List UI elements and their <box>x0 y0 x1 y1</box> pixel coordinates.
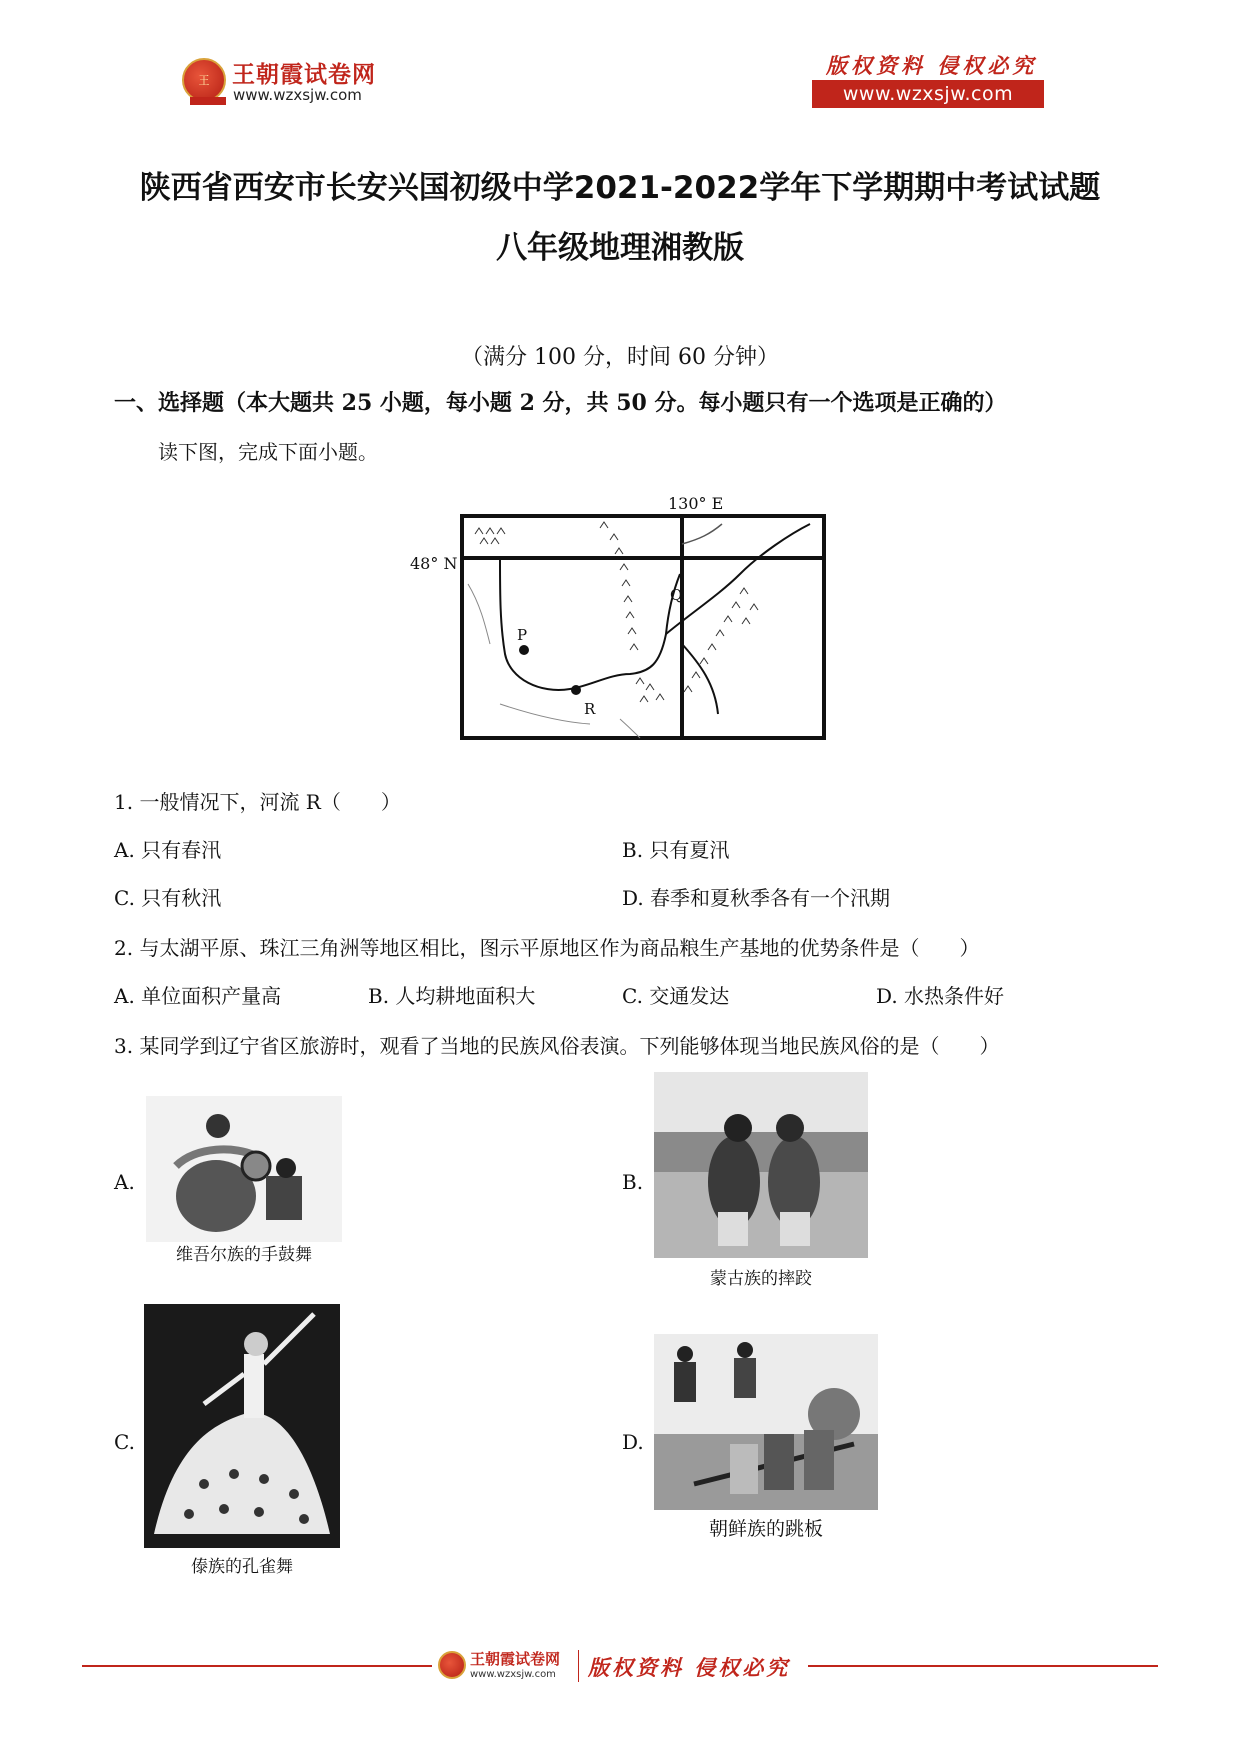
site-logo-icon: 王 <box>182 58 226 102</box>
exam-info: （满分 100 分，时间 60 分钟） <box>461 345 779 370</box>
uyghur-drum-dance-image <box>146 1096 342 1242</box>
map-figure <box>460 514 826 740</box>
map-latitude-label: 48° N <box>410 554 458 573</box>
footer-rule-right <box>808 1665 1158 1667</box>
logo-ribbon <box>190 97 226 105</box>
exam-subtitle: 八年级地理湘教版 <box>496 230 744 266</box>
exam-title: 陕西省西安市长安兴国初级中学2021-2022学年下学期期中考试试题 <box>139 170 1101 206</box>
question-1-option-a[interactable]: A. 只有春汛 <box>114 838 222 862</box>
question-1-option-d[interactable]: D. 春季和夏秋季各有一个汛期 <box>622 886 891 910</box>
footer-separator <box>578 1650 579 1682</box>
site-logo-name: 王朝霞试卷网 <box>232 62 376 88</box>
question-3-stem: 3. 某同学到辽宁省区旅游时，观看了当地的民族风俗表演。下列能够体现当地民族风俗的是（ ） <box>114 1034 1000 1058</box>
question-3-option-c[interactable]: C. <box>114 1430 135 1454</box>
footer-rule-left <box>82 1665 432 1667</box>
map-point-q: Q <box>670 586 683 604</box>
question-1-option-b[interactable]: B. 只有夏汛 <box>622 838 730 862</box>
option-c-caption: 傣族的孔雀舞 <box>191 1557 293 1577</box>
footer-logo-icon <box>438 1651 466 1679</box>
question-3-option-b[interactable]: B. <box>622 1170 644 1194</box>
footer-logo-url: www.wzxsjw.com <box>470 1669 556 1680</box>
footer-copyright: 版权资料 侵权必究 <box>588 1655 791 1680</box>
mongolian-wrestling-image <box>654 1072 868 1258</box>
question-3-option-a[interactable]: A. <box>114 1170 135 1194</box>
option-a-caption: 维吾尔族的手鼓舞 <box>176 1245 312 1265</box>
question-3-option-d[interactable]: D. <box>622 1430 644 1454</box>
question-1-option-c[interactable]: C. 只有秋汛 <box>114 886 222 910</box>
question-2-option-c[interactable]: C. 交通发达 <box>622 984 730 1008</box>
footer-logo-name: 王朝霞试卷网 <box>470 1650 561 1668</box>
question-intro: 读下图，完成下面小题。 <box>158 440 378 464</box>
site-logo-url: www.wzxsjw.com <box>233 86 362 104</box>
map-point-p: P <box>517 626 528 644</box>
question-1-stem: 1. 一般情况下，河流 R（ ） <box>114 790 401 814</box>
question-2-option-d[interactable]: D. 水热条件好 <box>876 984 1005 1008</box>
site-url-banner: www.wzxsjw.com <box>812 80 1044 108</box>
option-d-caption: 朝鲜族的跳板 <box>708 1518 823 1540</box>
question-2-option-b[interactable]: B. 人均耕地面积大 <box>368 984 536 1008</box>
question-2-option-a[interactable]: A. 单位面积产量高 <box>114 984 282 1008</box>
korean-seesaw-image <box>654 1334 878 1510</box>
map-point-r: R <box>584 700 596 718</box>
section-heading: 一、选择题（本大题共 25 小题，每小题 2 分，共 50 分。每小题只有一个选项是正确的） <box>114 390 1007 416</box>
question-2-stem: 2. 与太湖平原、珠江三角洲等地区相比，图示平原地区作为商品粮生产基地的优势条件是（ ） <box>114 936 980 960</box>
dai-peacock-dance-image <box>144 1304 340 1548</box>
copyright-notice: 版权资料 侵权必究 <box>826 53 1038 78</box>
map-longitude-label: 130° E <box>668 494 724 513</box>
option-b-caption: 蒙古族的摔跤 <box>710 1269 812 1289</box>
